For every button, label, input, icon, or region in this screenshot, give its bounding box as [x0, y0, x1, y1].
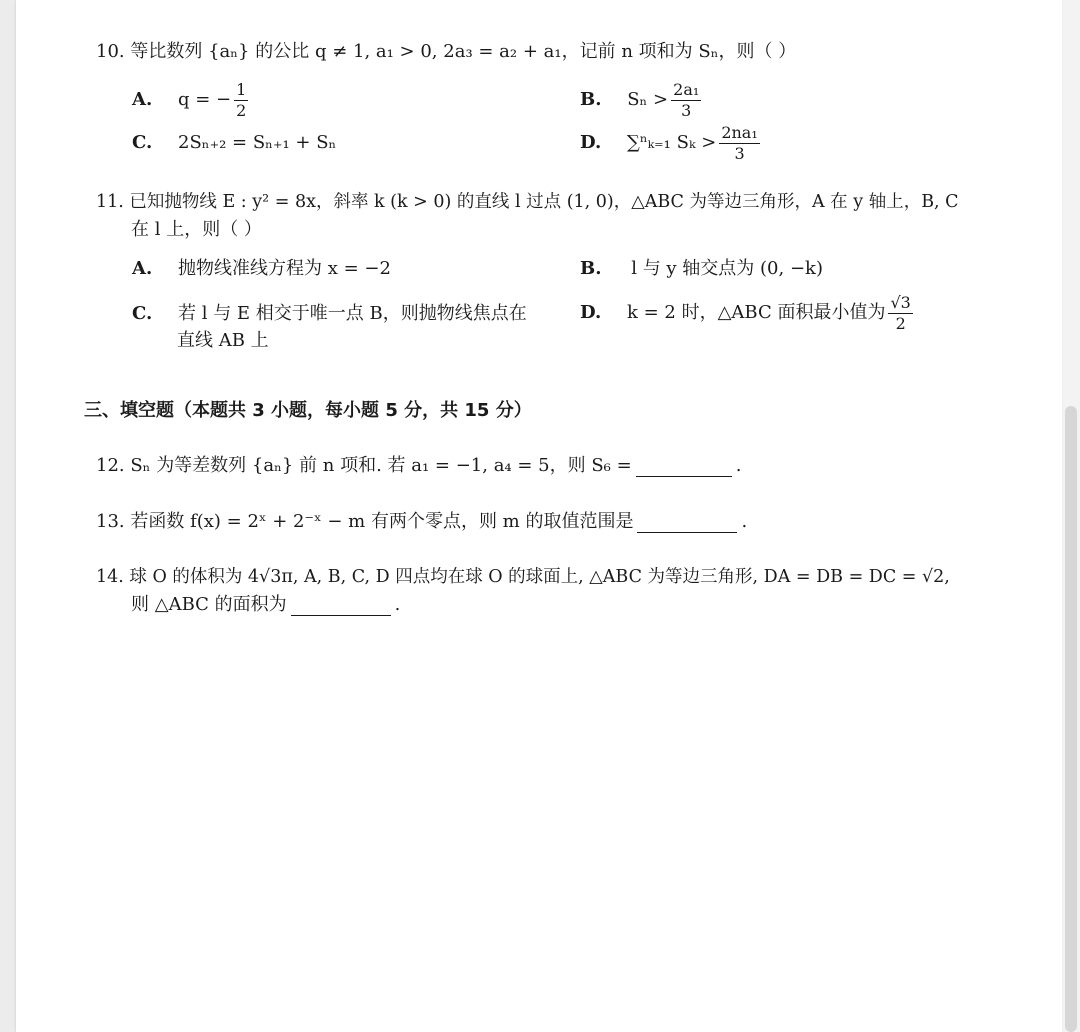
q10-b-label: B. — [580, 89, 602, 110]
q14-answer-blank[interactable] — [291, 595, 391, 616]
q10-stem-math: {aₙ} 的公比 q ≠ 1, a₁ > 0, 2a₃ = a₂ + a₁ — [208, 41, 562, 62]
q10-c-label: C. — [132, 132, 153, 153]
q10-stem — [96, 41, 796, 63]
q14-line2: 则 △ABC 的面积为 — [131, 594, 287, 615]
q11-b-text: l 与 y 轴交点为 (0, −k) — [631, 258, 823, 279]
q10-a-fraction — [234, 79, 248, 120]
q11-option-c — [132, 303, 527, 325]
q11-d-fraction — [888, 292, 912, 333]
scrollbar-thumb[interactable] — [1065, 406, 1077, 1032]
q10-a-text: q = − — [177, 89, 232, 110]
q10-d-text: ∑ⁿₖ₌₁ Sₖ > — [626, 132, 717, 153]
q10-d-fraction — [719, 122, 759, 163]
q11-a-label: A. — [132, 258, 153, 279]
q11-b-label: B. — [580, 258, 602, 279]
q10-b-frac-num: 2a₁ — [673, 79, 700, 99]
q10-stem-suffix: ，记前 n 项和为 Sₙ，则（ ） — [561, 41, 797, 62]
q11-c-text-line1: 若 l 与 E 相交于唯一点 B，则抛物线焦点在 — [178, 303, 527, 324]
scrollbar-track[interactable] — [1062, 0, 1080, 1032]
q13-text: 13. 若函数 f(x) = 2ˣ + 2⁻ˣ − m 有两个零点，则 m 的取值范围是 — [96, 511, 634, 532]
q11-stem-line2: 在 l 上，则（ ） — [131, 219, 262, 240]
q10-b-text: Sₙ > — [627, 89, 669, 110]
q10-a-label: A. — [132, 89, 153, 110]
q11-d-frac-den: 2 — [895, 313, 906, 333]
q14-line2-wrap — [131, 594, 400, 616]
q10-c-text: 2Sₙ₊₂ = Sₙ₊₁ + Sₙ — [178, 132, 337, 153]
q10-d-label: D. — [580, 132, 602, 153]
q10-option-c — [132, 121, 336, 165]
q10-b-fraction — [671, 79, 701, 120]
q12-answer-blank[interactable] — [636, 456, 732, 477]
q11-option-b — [580, 258, 823, 280]
q11-d-frac-num: √3 — [890, 292, 911, 312]
q10-b-frac-den: 3 — [681, 100, 692, 120]
q11-c-text-line2: 直线 AB 上 — [177, 330, 269, 351]
q13-end: . — [741, 511, 748, 532]
q11-stem-line1: 11. 已知抛物线 E : y² = 8x，斜率 k (k > 0) 的直线 l 过点 (1, 0)，△ABC 为等边三角形，A 在 y 轴上，B, C — [96, 192, 959, 212]
q10-a-frac-den: 2 — [236, 100, 247, 120]
q10-option-d — [580, 121, 763, 165]
q12-end: . — [735, 455, 742, 476]
q11-option-a — [132, 258, 391, 280]
q13 — [96, 511, 747, 533]
q10-stem-prefix: 10. 等比数列 — [96, 41, 209, 62]
q10-option-a — [132, 78, 251, 122]
q11-c-label: C. — [132, 303, 153, 324]
q14-line1: 14. 球 O 的体积为 4√3π, A, B, C, D 四点均在球 O 的球面上, △ABC 为等边三角形, DA = DB = DC = √2, — [96, 567, 950, 587]
q10-a-frac-num: 1 — [236, 79, 247, 99]
q11-d-label: D. — [580, 302, 602, 323]
q12 — [96, 455, 741, 477]
q13-answer-blank[interactable] — [637, 512, 737, 533]
q10-d-frac-den: 3 — [734, 143, 745, 163]
q12-text: 12. Sₙ 为等差数列 {aₙ} 前 n 项和. 若 a₁ = −1, a₄ = 5，则 S₆ = — [96, 455, 632, 476]
q10-option-b — [580, 78, 704, 122]
q14-end: . — [394, 594, 401, 615]
section-3-heading: 三、填空题（本题共 3 小题，每小题 5 分，共 15 分） — [84, 400, 532, 421]
q11-d-text: k = 2 时，△ABC 面积最小值为 — [626, 302, 886, 323]
q11-a-text: 抛物线准线方程为 x = −2 — [177, 258, 391, 279]
q11-option-d — [580, 290, 916, 336]
q10-d-frac-num: 2na₁ — [721, 122, 758, 142]
